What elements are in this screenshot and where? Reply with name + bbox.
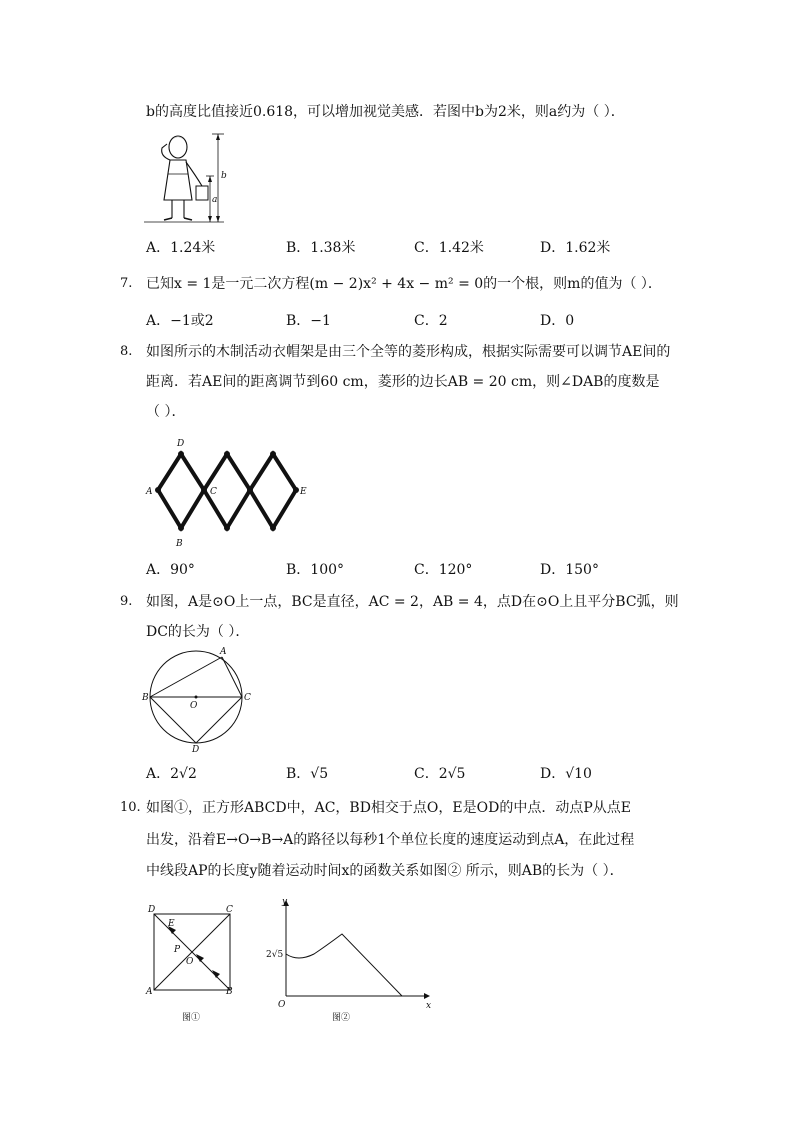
q7-option-d: D．0 <box>540 313 575 329</box>
q10-fig2-caption: 图② <box>332 1013 351 1023</box>
q10-fig1-label-e: E <box>168 919 175 929</box>
q10-fig1-label-p: P <box>174 945 181 955</box>
q9-label-b: B <box>142 693 149 703</box>
q8-figure-rhombus-rack <box>140 432 320 552</box>
q8-label-d: D <box>177 439 185 449</box>
q8-option-b: B．100° <box>286 562 345 578</box>
q9-option-a: A．2√2 <box>146 766 197 782</box>
q10-text-line3: 中线段AP的长度y随着运动时间x的函数关系如图② 所示，则AB的长为（ ）． <box>146 863 624 879</box>
q10-fig2-label-x: x <box>426 1001 432 1011</box>
q6-option-d: D．1.62米 <box>540 240 611 256</box>
q10-number: 10. <box>120 800 141 815</box>
q9-label-a: A <box>220 647 227 657</box>
q9-text-line2: DC的长为（ ）． <box>146 624 250 640</box>
q9-number: 9. <box>120 594 133 609</box>
q7-option-b: B．−1 <box>286 313 331 329</box>
q8-number: 8. <box>120 344 133 359</box>
q8-text-line2: 距离．若AE间的距离调节到60 cm，菱形的边长AB = 20 cm，则∠DAB的度数是 <box>146 374 660 390</box>
q8-option-d: D．150° <box>540 562 599 578</box>
q9-label-c: C <box>244 693 251 703</box>
q7-option-c: C．2 <box>414 313 448 329</box>
q10-fig1-label-o: O <box>186 957 194 967</box>
q7-option-a: A．−1或2 <box>146 313 214 329</box>
q10-text-line2: 出发，沿着E→O→B→A的路径以每秒1个单位长度的速度运动到点A，在此过程 <box>146 832 635 848</box>
q9-option-d: D．√10 <box>540 766 592 782</box>
q8-label-a: A <box>146 487 153 497</box>
q10-text-line1: 如图①，正方形ABCD中，AC，BD相交于点O，E是OD的中点．动点P从点E <box>146 800 631 816</box>
q6-option-b: B．1.38米 <box>286 240 356 256</box>
q6-text-line1: b的高度比值接近0.618，可以增加视觉美感．若图中b为2米，则a约为（ ）． <box>146 104 625 120</box>
q8-option-a: A．90° <box>146 562 195 578</box>
q10-fig1-label-c: C <box>226 905 233 915</box>
q10-fig2-label-y: y <box>282 897 288 907</box>
q10-fig2-tick: 2√5 <box>266 950 284 960</box>
q6-label-a: a <box>212 195 218 205</box>
q7-text: 已知x = 1是一元二次方程(m − 2)x² + 4x − m² = 0的一个根，则m的值为（ ）． <box>146 276 662 292</box>
q9-option-b: B．√5 <box>286 766 329 782</box>
q9-label-d: D <box>192 745 200 755</box>
q8-label-e: E <box>300 487 307 497</box>
q9-label-o: O <box>190 701 198 711</box>
q9-option-c: C．2√5 <box>414 766 466 782</box>
q8-text-line1: 如图所示的木制活动衣帽架是由三个全等的菱形构成，根据实际需要可以调节AE间的 <box>146 344 671 360</box>
q10-figure2-graph <box>262 896 442 1024</box>
q8-label-c: C <box>210 487 217 497</box>
q6-option-c: C．1.42米 <box>414 240 484 256</box>
q10-fig1-label-a: A <box>146 987 153 997</box>
q8-label-b: B <box>176 539 183 549</box>
q6-figure-woman <box>140 130 240 230</box>
q10-fig1-label-d: D <box>148 905 156 915</box>
q10-fig2-label-o: O <box>278 1000 286 1010</box>
q10-figure1-square <box>140 900 250 1024</box>
q7-number: 7. <box>120 276 133 291</box>
q6-option-a: A．1.24米 <box>146 240 216 256</box>
q9-figure-circle <box>140 644 260 754</box>
q9-text-line1: 如图，A是⊙O上一点，BC是直径，AC = 2，AB = 4，点D在⊙O上且平分BC弧，则 <box>146 594 679 610</box>
q6-label-b: b <box>221 171 227 181</box>
q8-option-c: C．120° <box>414 562 473 578</box>
q10-fig1-label-b: B <box>226 987 233 997</box>
q10-fig1-caption: 图① <box>182 1013 201 1023</box>
q8-text-line3: （ ）． <box>146 404 186 420</box>
